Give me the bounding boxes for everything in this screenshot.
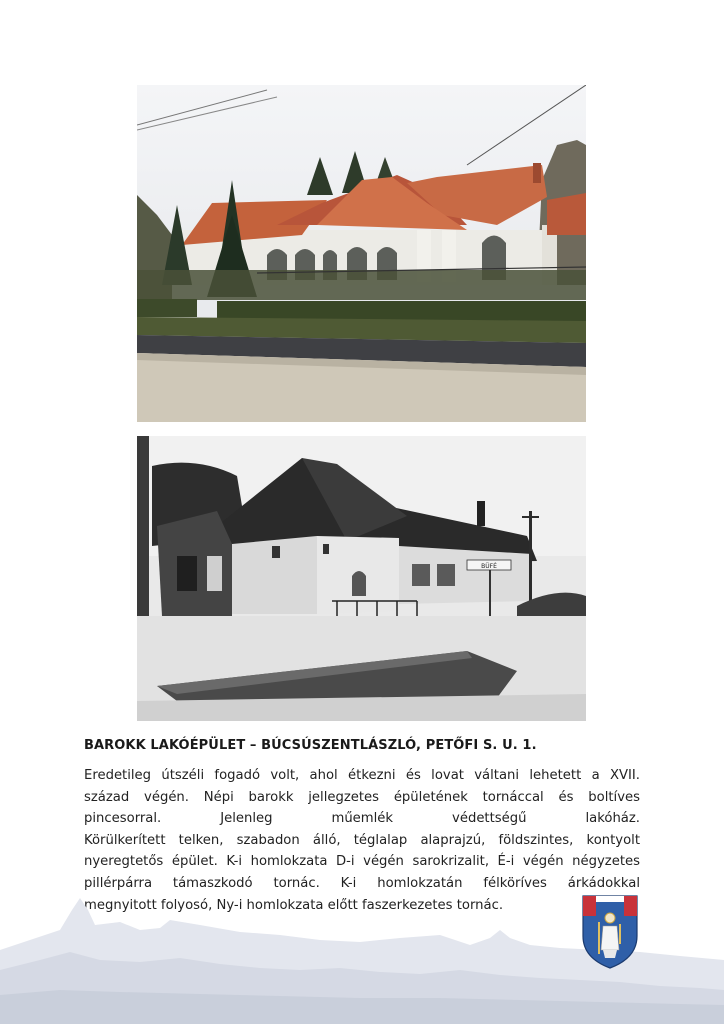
body-line: Körülkerített telken, szabadon álló, téglalap alaprajzú, földszintes, kontyolt: [84, 832, 640, 848]
body-line: pillérpárra támaszkodó tornác. K-i homlokzatán félköríves árkádokkal: [84, 875, 640, 891]
body-line: pincesorral. Jelenleg műemlék védettségű lakóház.: [84, 811, 640, 827]
body-line: nyeregtetős épület. K-i homlokzata D-i végén sarokrizalit, É-i végén négyzetes: [84, 854, 640, 870]
body-line: Eredetileg útszéli fogadó volt, ahol étkezni és lovat váltani lehetett a XVII.: [84, 768, 640, 783]
building-color-photo: [137, 85, 586, 422]
coat-of-arms-crest: [581, 894, 639, 970]
building-archival-photo: [137, 436, 586, 721]
body-line: megnyitott folyosó, Ny-i homlokzata előtt faszerkezetes tornác.: [84, 897, 504, 913]
document-title: BAROKK LAKÓÉPÜLET – BÚCSÚSZENTLÁSZLÓ, PETŐFI S. U. 1.: [84, 738, 537, 753]
old-sign-text: BÜFÉ: [481, 563, 497, 570]
body-line: század végén. Népi barokk jellegzetes épületének tornáccal és boltíves: [84, 789, 640, 805]
